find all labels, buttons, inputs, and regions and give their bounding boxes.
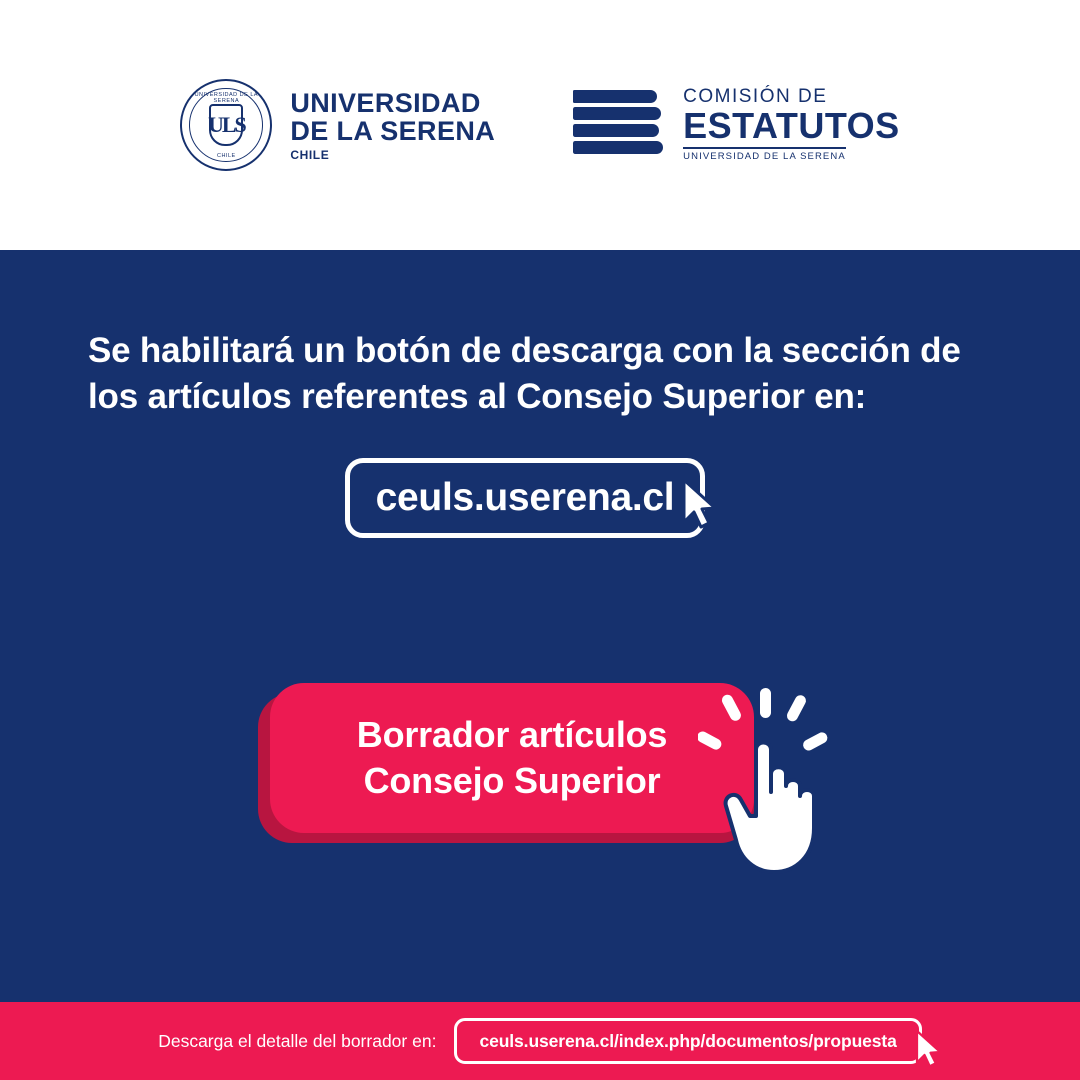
mouse-pointer-icon [680, 478, 720, 530]
university-line-3: CHILE [290, 147, 330, 162]
footer-bar [0, 1002, 1080, 1080]
commission-logo [573, 86, 900, 164]
cta-line-2: Consejo Superior [363, 760, 661, 801]
url-pill-group [345, 458, 721, 538]
mouse-pointer-icon [914, 1029, 944, 1069]
university-logo [180, 79, 495, 171]
seal-top-text: UNIVERSIDAD DE LA SERENA [194, 92, 259, 104]
university-seal-icon [180, 79, 272, 171]
university-wordmark [290, 89, 495, 162]
seal-monogram: ULS [209, 104, 243, 146]
page-headline: Se habilitará un botón de descarga con la sección de los artículos referentes al Consejo Superior en: [88, 331, 961, 417]
pointing-hand-click-icon [698, 688, 848, 878]
seal-bottom-text: CHILE [216, 153, 236, 159]
commission-line-2: ESTATUTOS [683, 105, 900, 146]
footer-url-group [454, 1018, 921, 1064]
header-logos [0, 0, 1080, 250]
footer-url-text: ceuls.userena.cl/index.php/documentos/propuesta [479, 1030, 897, 1051]
university-line-1: UNIVERSIDAD [290, 87, 481, 118]
website-url-text: ceuls.userena.cl [375, 476, 675, 519]
download-draft-button[interactable] [270, 683, 754, 833]
stacked-books-icon [573, 86, 665, 164]
university-line-2: DE LA SERENA [290, 116, 496, 147]
commission-line-1: COMISIÓN DE [683, 86, 828, 107]
website-url-pill[interactable] [345, 458, 705, 538]
commission-line-3: UNIVERSIDAD DE LA SERENA [683, 147, 846, 162]
main-content [0, 250, 1080, 1002]
cta-line-1: Borrador artículos [356, 713, 668, 755]
footer-url-pill[interactable] [454, 1018, 921, 1064]
commission-wordmark [683, 87, 900, 163]
footer-label: Descarga el detalle del borrador en: [158, 1030, 437, 1051]
cta-group [258, 683, 758, 868]
